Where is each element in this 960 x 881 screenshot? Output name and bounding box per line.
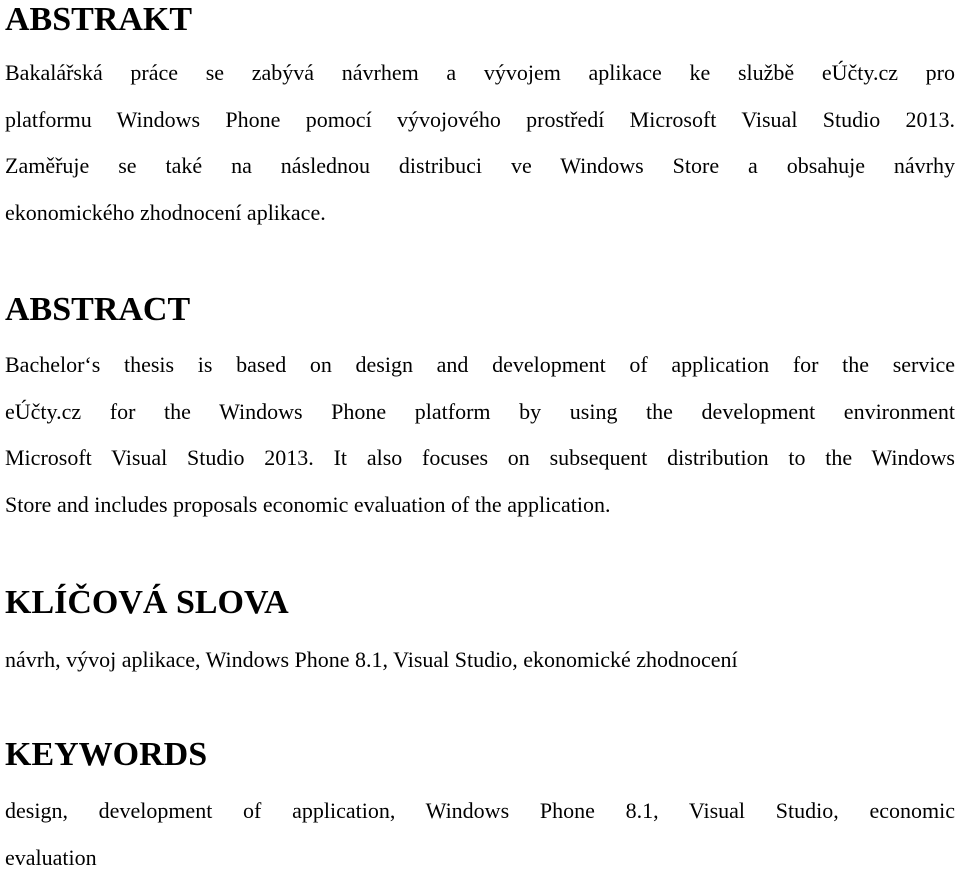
- klicova-slova-line-1: návrh, vývoj aplikace, Windows Phone 8.1, Visual Studio, ekonomické zhodnocení: [5, 637, 955, 684]
- abstrakt-paragraph: [5, 50, 955, 236]
- abstrakt-line-3: Zaměřuje se také na následnou distribuci ve Windows Store a obsahuje návrhy: [5, 143, 955, 190]
- keywords-heading: KEYWORDS: [5, 737, 207, 773]
- klicova-slova-heading: KLÍČOVÁ SLOVA: [5, 585, 289, 621]
- abstrakt-line-2: platformu Windows Phone pomocí vývojového prostředí Microsoft Visual Studio 2013.: [5, 97, 955, 144]
- keywords-paragraph: [5, 788, 955, 881]
- abstract-line-1: Bachelor‘s thesis is based on design and development of application for the service: [5, 342, 955, 389]
- abstract-line-4: Store and includes proposals economic evaluation of the application.: [5, 482, 955, 529]
- abstrakt-line-4: ekonomického zhodnocení aplikace.: [5, 190, 955, 237]
- klicova-slova-paragraph: [5, 637, 955, 684]
- abstract-heading: ABSTRACT: [5, 292, 190, 328]
- keywords-line-2: evaluation: [5, 835, 955, 881]
- keywords-line-1: design, development of application, Windows Phone 8.1, Visual Studio, economic: [5, 788, 955, 835]
- abstract-line-2: eÚčty.cz for the Windows Phone platform by using the development environment: [5, 389, 955, 436]
- abstract-paragraph: [5, 342, 955, 528]
- abstrakt-heading: ABSTRAKT: [5, 2, 192, 38]
- abstrakt-line-1: Bakalářská práce se zabývá návrhem a vývojem aplikace ke službě eÚčty.cz pro: [5, 50, 955, 97]
- abstract-line-3: Microsoft Visual Studio 2013. It also focuses on subsequent distribution to the Windows: [5, 435, 955, 482]
